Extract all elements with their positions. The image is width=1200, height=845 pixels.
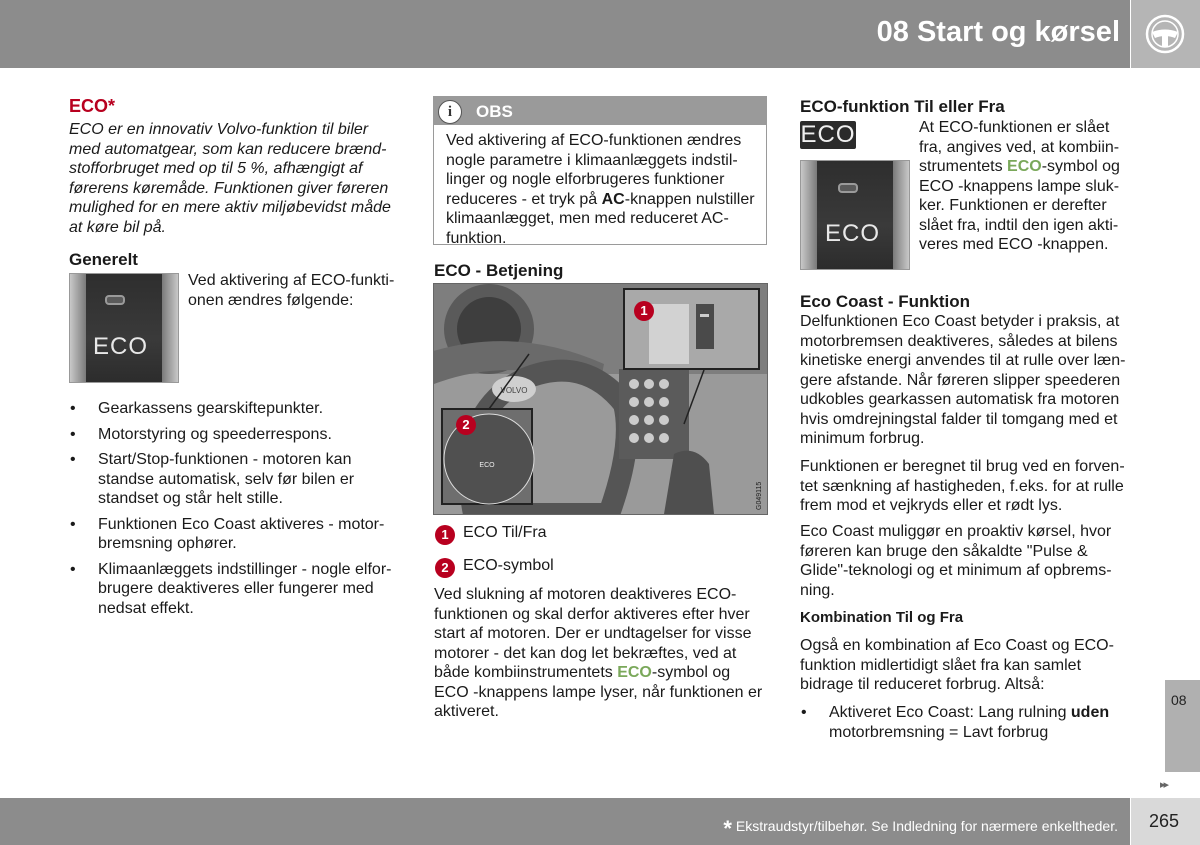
eco-lamp-icon [105, 295, 125, 305]
eco-symbol-text: ECO [479, 462, 495, 469]
eco-coast-paragraph-3: Eco Coast muliggør en proaktiv kørsel, hvor føreren kan bruge den såkaldte "Pulse & Glide"-teknologi og et minimum af opbremsning. [800, 523, 1112, 599]
eco-button-image-off [800, 160, 910, 270]
generelt-text: Ved aktivering af ECO-funktionen ændres følgende: [188, 272, 395, 309]
eco-button-image [69, 273, 179, 383]
obs-header [434, 97, 766, 125]
volvo-logo-text: VOLVO [500, 386, 528, 395]
chapter-side-tab [1165, 680, 1200, 772]
eco-coast-paragraph-1: Delfunktionen Eco Coast betyder i praksis, at motorbremsen deaktiveres, således at bilens kinetiske energi anvendes til at rulle over længere afstande. Når føreren slipper speederen udkobles gearkassen automatisk fra motoren hvis omdrejningstal falder til tomgang med et minimum forbrug. [800, 313, 1126, 447]
eco-button-label: ECO [93, 333, 149, 360]
obs-text: Ved aktivering af ECO-funktionen ændres nogle parametre i klimaanlæggets indstillinger og nogle elforbrugeres funktioner reduceres - et tryk på AC-knappen nulstiller klimaanlægget, men med reduceret AC-funktion. [446, 132, 755, 247]
callout-badge-1: 1 [634, 301, 654, 321]
list-item: • Gearkassens gearskiftepunkter. [69, 399, 399, 419]
page-number: 265 [1149, 811, 1180, 831]
legend-item-1: ECO Til/Fra [463, 524, 547, 541]
section-title: ECO* [69, 96, 116, 116]
page-number-box [1131, 798, 1200, 845]
generelt-heading: Generelt [69, 250, 138, 269]
callout-badge-2: 2 [456, 415, 476, 435]
photo-code: G049115 [756, 481, 763, 510]
steering-wheel-icon [1131, 0, 1200, 68]
info-icon: i [438, 100, 462, 124]
footer-note: * Ekstraudstyr/tilbehør. Se Indledning for nærmere enkeltheder. [723, 816, 1118, 841]
change-list [69, 399, 399, 624]
list-item: • Klimaanlæggets indstillinger - nogle elforbrugere deaktiveres eller fungerer med nedsat effekt. [69, 560, 399, 619]
chapter-side-tab-label: 08 [1171, 692, 1187, 708]
eco-coast-heading: Eco Coast - Funktion [800, 292, 970, 311]
obs-note-box [433, 96, 767, 245]
chapter-title: 08 Start og kørsel [876, 16, 1120, 48]
deactivation-paragraph: Ved slukning af motoren deaktiveres ECO-funktionen og skal derfor aktiveres efter hver start af motoren. Der er undtagelser for visse motorer - det kan dog let bekræftes, ved at både kombiinstrumentets ECO-symbol og ECO -knappens lampe lyser, når funktionen er aktiveret. [434, 586, 763, 720]
chapter-icon-box [1131, 0, 1200, 68]
intro-paragraph: ECO er en innovativ Volvo-funktion til biler med automatgear, som kan reducere brændstofforbruget med op til 5 %, afhængigt af førerens køremåde. Funktionen giver føreren mulighed for en mere aktiv miljøbevidst måde at køre bil på. [69, 121, 391, 236]
dashboard-illustration [434, 284, 767, 514]
legend-badge-2: 2 [435, 558, 455, 578]
dashboard-photo [433, 283, 768, 515]
kombination-heading: Kombination Til og Fra [800, 609, 964, 626]
legend-badge-1: 1 [435, 525, 455, 545]
list-item: • Aktiveret Eco Coast: Lang rulning uden motorbremsning = Lavt forbrug [800, 703, 1130, 742]
list-item: • Funktionen Eco Coast aktiveres - motorbremsning ophører. [69, 515, 399, 554]
eco-symbol-badge: ECO [800, 121, 856, 148]
list-item: • Start/Stop-funktionen - motoren kan standse automatisk, selv før bilen er standset og står helt stille. [69, 450, 399, 509]
list-item: • Motorstyring og speederrespons. [69, 425, 399, 445]
eco-on-off-heading: ECO-funktion Til eller Fra [800, 97, 1005, 116]
eco-lamp-icon [838, 183, 858, 193]
eco-coast-paragraph-2: Funktionen er beregnet til brug ved en forventet sænkning af hastigheden, f.eks. for at rulle frem mod et vejkryds eller et rødt lys. [800, 458, 1125, 514]
betjening-heading: ECO - Betjening [434, 261, 564, 280]
continue-arrows-icon: ▸▸ [1160, 779, 1168, 791]
eco-button-label: ECO [825, 220, 881, 247]
kombination-paragraph: Også en kombination af Eco Coast og ECO-funktion midlertidigt slået fra kan samlet bidrage til reduceret forbrug. Altså: [800, 637, 1114, 693]
kombination-list [800, 703, 1130, 748]
eco-off-text: At ECO-funktionen er slået fra, angives ved, at kombiinstrumentets ECO-symbol og ECO -knappens lampe slukker. Funktionen er derefter slået fra, indtil den igen aktiveres med ECO -knappen. [919, 119, 1120, 253]
obs-label: OBS [476, 102, 513, 121]
legend-item-2: ECO-symbol [463, 557, 554, 574]
